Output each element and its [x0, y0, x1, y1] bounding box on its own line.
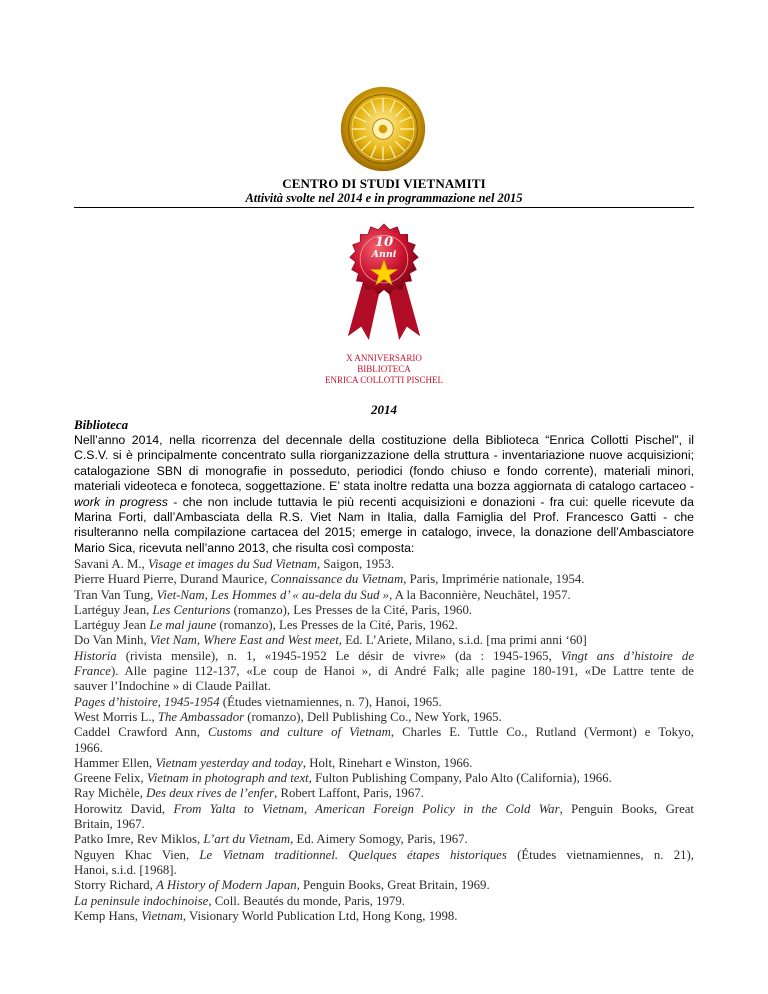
intro-line: Nell’anno 2014, nella ricorrenza del decennale della costituzione della Biblioteca “Enrica Collotti Pischel”, il: [74, 433, 694, 447]
page-subtitle: Attività svolte nel 2014 e in programmazione nel 2015: [245, 191, 523, 205]
anniversary-line-1: X ANNIVERSARIO: [346, 353, 422, 363]
book-entry: France). Alle pagine 112-137, «Le coup de Hanoi », di André Falk; alle pagine 180-191, «De Lattre tente de: [74, 664, 694, 679]
ribbon-number: 10: [374, 233, 394, 250]
book-title: Vietnam yesterday and today: [155, 755, 303, 770]
book-entry: Pages d’histoire, 1945-1954 (Études vietnamiennes, n. 7), Hanoi, 1965.: [74, 694, 442, 709]
book-title: The Ambassador: [157, 709, 245, 724]
anniversary-line-3: ENRICA COLLOTTI PISCHEL: [325, 375, 443, 385]
intro-line: risulteranno nella compilazione cartacea del 2015; emerge in catalogo, invece, la donazione dell’Ambasciatore: [74, 525, 694, 540]
book-entry: sauver l’Indochine » di Claude Paillat.: [74, 679, 271, 694]
book-title: France: [74, 664, 111, 679]
intro-line: work in progress - che non include tuttavia le più recenti acquisizioni e donazioni - fra cui: quelle ricevute da: [74, 494, 694, 509]
book-entry: La peninsule indochinoise, Coll. Beautés du monde, Paris, 1979.: [74, 893, 405, 908]
book-entry: Historia (rivista mensile), n. 1, «1945-1952 Le désir de vivre» (da : 1945-1965, Vingt ans d’histoire de: [74, 648, 694, 663]
book-entry: Savani A. M., Visage et images du Sud Vietnam, Saigon, 1953.: [74, 557, 395, 571]
book-entry: Horowitz David, From Yalta to Vietnam, American Foreign Policy in the Cold War, Penguin Books, Great: [74, 801, 694, 816]
book-entry: Lartéguy Jean Le mal jaune (romanzo), Les Presses de la Cité, Paris, 1962.: [74, 618, 458, 633]
book-title: Les Centurions: [152, 602, 231, 617]
anniversary-ribbon-icon: [336, 222, 432, 340]
book-entry: West Morris L., The Ambassador (romanzo), Dell Publishing Co., New York, 1965.: [74, 709, 502, 724]
intro-paragraph: [74, 433, 694, 556]
page-title: CENTRO DI STUDI VIETNAMITI: [282, 176, 486, 191]
book-entry: Storry Richard, A History of Modern Japan, Penguin Books, Great Britain, 1969.: [74, 878, 490, 893]
book-entry: Patko Imre, Rev Miklos, L’art du Vietnam, Ed. Aimery Somogy, Paris, 1967.: [74, 832, 468, 847]
intro-line: C.S.V. si è principalmente concentrato sulla riorganizzazione della struttura - inventariazione nuove acquisizioni;: [74, 448, 694, 463]
header-divider: [74, 207, 694, 208]
intro-line: materiali videoteca e fonoteca, soggettazione. E’ stata inoltre redatta una bozza aggiornata di catalogo cartaceo -: [74, 479, 694, 494]
book-title: From Yalta to Vietnam, American Foreign Policy in the Cold War: [173, 801, 560, 816]
anniversary-line-2: BIBLIOTECA: [357, 364, 411, 374]
section-heading: Biblioteca: [74, 417, 129, 432]
book-title: Pages d’histoire, 1945-1954: [74, 694, 220, 709]
book-entry: Pierre Huard Pierre, Durand Maurice, Connaissance du Vietnam, Paris, Imprimérie nationale, 1954.: [74, 572, 585, 587]
book-entry: Greene Felix, Vietnam in photograph and text, Fulton Publishing Company, Palo Alto (California), 1966.: [74, 771, 612, 786]
book-title: Le mal jaune: [149, 618, 217, 633]
intro-line: Mario Sica, ricevuta nell’anno 2013, che risulta così composta:: [74, 540, 415, 555]
book-entry: Caddel Crawford Ann, Customs and culture of Vietnam, Charles E. Tuttle Co., Rutland (Vermont) e Tokyo,: [74, 725, 694, 740]
book-entry: Do Van Minh, Viet Nam, Where East and West meet, Ed. L’Ariete, Milano, s.i.d. [ma primi anni ‘60]: [74, 633, 587, 648]
book-title: A History of Modern Japan: [156, 878, 297, 893]
book-entry: Lartéguy Jean, Les Centurions (romanzo), Les Presses de la Cité, Paris, 1960.: [74, 602, 473, 617]
book-title: Des deux rives de l’enfer: [146, 786, 275, 801]
book-entry: Tran Van Tung, Viet-Nam, Les Hommes d’ « au-dela du Sud », A la Baconnière, Neuchâtel, 1957.: [74, 587, 571, 602]
book-title: Vingt ans d’histoire de: [560, 648, 694, 663]
sunburst-seal-icon: [340, 86, 426, 172]
intro-line: catalogazione SBN di monografie in posseduto, periodici (fondo chiuso e fondo corrente), materiali minori,: [74, 463, 694, 478]
year-heading: 2014: [371, 402, 397, 417]
intro-line: Marina Forti, dall’Ambasciata della R.S. Viet Nam in Italia, dalla Famiglia del Prof. Francesco Gatti - che: [74, 510, 694, 525]
book-entry: Hammer Ellen, Vietnam yesterday and today, Holt, Rinehart e Winston, 1966.: [74, 755, 473, 770]
book-entry: Nguyen Khac Vien, Le Vietnam traditionnel. Quelques étapes historiques (Études vietnamiennes, n. 21),: [74, 847, 694, 862]
book-title: Historia: [74, 648, 117, 663]
ribbon-word: Anni: [371, 249, 397, 261]
book-entry: Ray Michèle, Des deux rives de l’enfer, Robert Laffont, Paris, 1967.: [74, 786, 424, 801]
book-title: Viet-Nam, Les Hommes d’ « au-dela du Sud »: [156, 587, 390, 602]
book-list: [74, 557, 694, 924]
book-entry: Hanoi, s.i.d. [1968].: [74, 862, 177, 877]
book-title: La peninsule indochinoise: [74, 893, 209, 908]
book-title: Viet Nam, Where East and West meet: [149, 633, 339, 648]
book-title: L’art du Vietnam: [203, 832, 291, 847]
book-title: Vietnam in photograph and text: [146, 771, 309, 786]
book-entry: Kemp Hans, Vietnam, Visionary World Publication Ltd, Hong Kong, 1998.: [74, 908, 458, 923]
book-title: Visage et images du Sud Vietnam: [147, 557, 318, 571]
book-entry: Britain, 1967.: [74, 817, 145, 832]
book-title: Le Vietnam traditionnel. Quelques étapes historiques: [199, 847, 507, 862]
book-entry: 1966.: [74, 740, 103, 755]
book-title: Customs and culture of Vietnam: [207, 725, 391, 740]
book-title: Connaissance du Vietnam: [270, 572, 404, 587]
book-title: Vietnam: [141, 908, 183, 923]
